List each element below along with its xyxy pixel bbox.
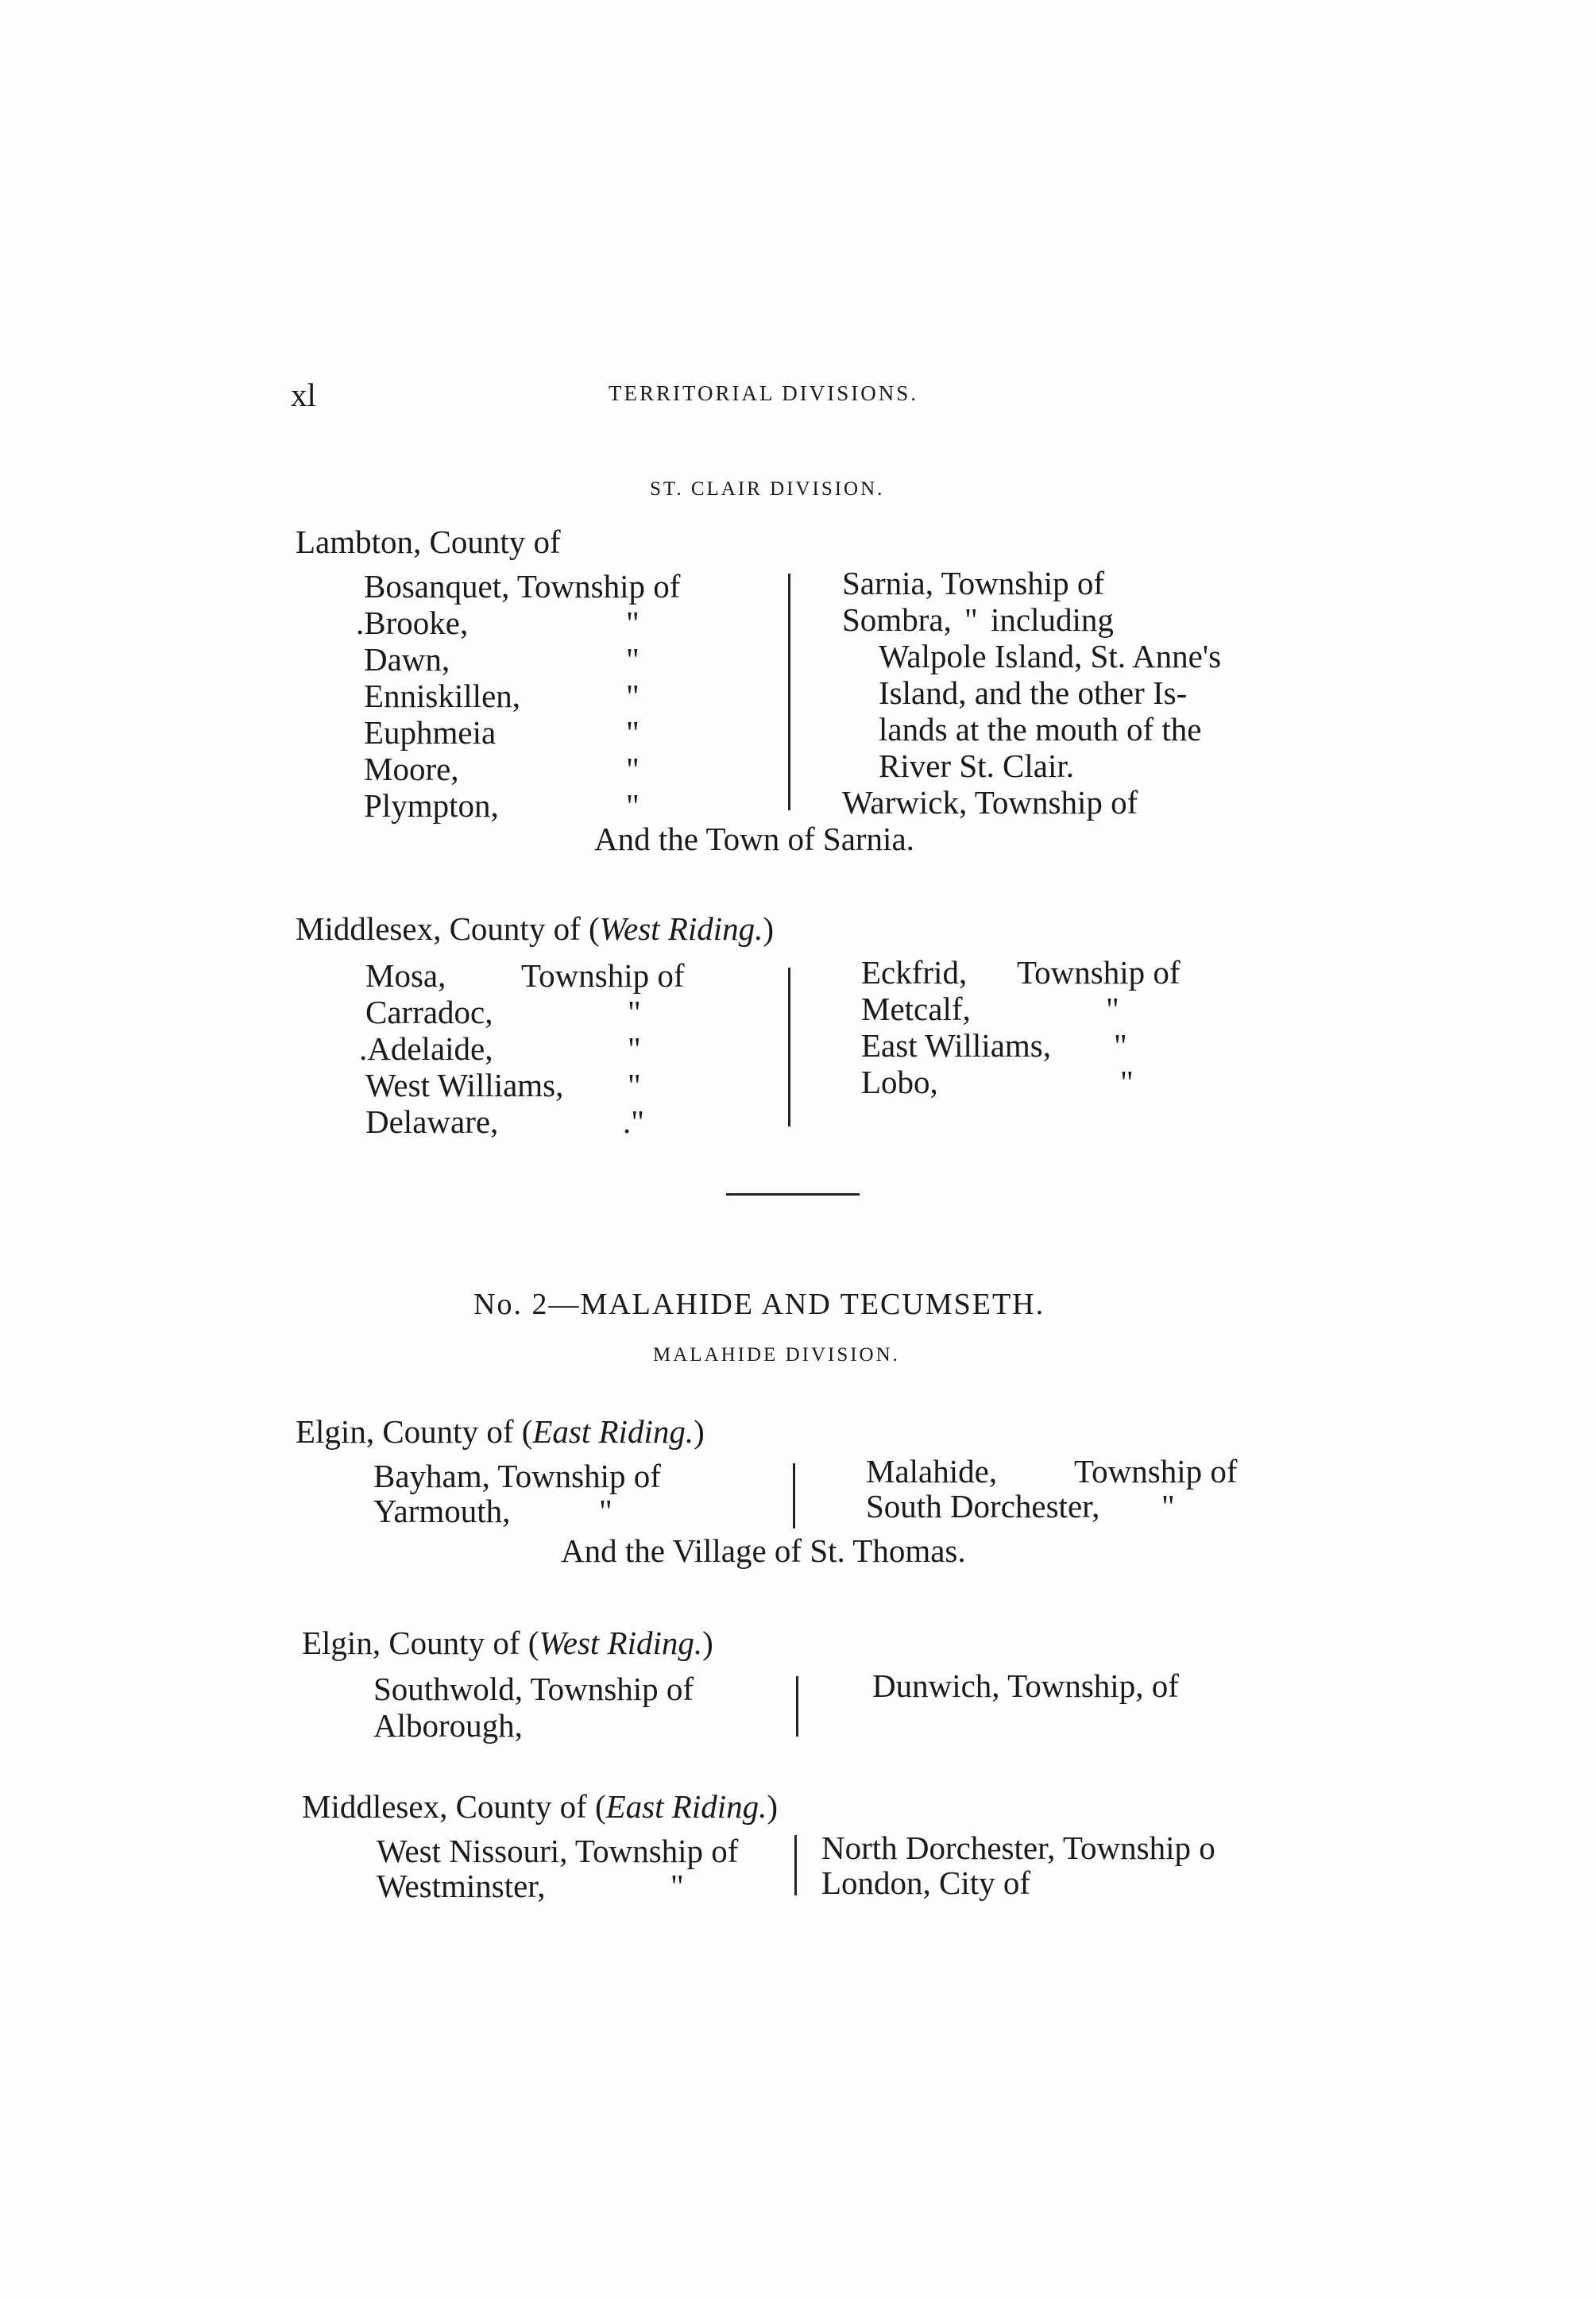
list-item	[861, 954, 1181, 991]
township-name: Delaware,	[365, 1103, 499, 1140]
township-name: Metcalf,	[861, 991, 971, 1027]
township-name: Moore,	[364, 751, 459, 787]
ditto-mark: "	[628, 994, 641, 1030]
list-item	[373, 1493, 613, 1529]
township-name: Plympton,	[364, 787, 499, 824]
township-name: Eckfrid,	[861, 954, 968, 991]
list-item: North Dorchester, Township o	[821, 1830, 1215, 1866]
township-name: .Brooke,	[356, 605, 469, 641]
list-item: London, City of	[821, 1864, 1031, 1901]
list-item	[364, 751, 640, 787]
running-title: TERRITORIAL DIVISIONS.	[609, 381, 918, 405]
st-clair-division-title: ST. CLAIR DIVISION.	[650, 478, 885, 500]
township-name: Yarmouth,	[373, 1493, 511, 1529]
township-label: Township of	[1017, 954, 1181, 991]
township-name: Mosa,	[365, 957, 446, 994]
ditto-mark: "	[599, 1493, 613, 1529]
township-name: Bayham, Township of	[373, 1458, 661, 1494]
ditto-mark: "	[626, 714, 640, 751]
ditto-mark: "	[626, 787, 640, 824]
township-name: Dawn,	[364, 641, 450, 678]
township-label: Township of	[521, 957, 685, 994]
column-divider	[796, 1676, 798, 1737]
township-label: Township of	[1074, 1453, 1238, 1490]
ditto-mark: ."	[623, 1103, 644, 1140]
elgin-east-heading: Elgin, County of (East Riding.)	[296, 1413, 705, 1450]
township-name: East Williams,	[861, 1027, 1052, 1064]
township-name: Lobo,	[861, 1064, 938, 1100]
township-name: .Adelaide,	[359, 1030, 493, 1067]
list-item: River St. Clair.	[879, 748, 1074, 784]
list-item	[364, 569, 680, 604]
township-name: Bosanquet, Township of	[364, 568, 681, 605]
list-item: Walpole Island, St. Anne's	[879, 638, 1222, 674]
ditto-mark: "	[1114, 1027, 1127, 1064]
column-divider	[794, 1835, 797, 1895]
list-item: Sarnia, Township of	[842, 565, 1105, 601]
elgin-east-footer: And the Village of St. Thomas.	[561, 1532, 966, 1569]
list-item	[365, 994, 641, 1030]
list-item: Warwick, Township of	[842, 784, 1138, 821]
list-item	[861, 1064, 1134, 1100]
ditto-mark: "	[1106, 991, 1119, 1027]
ditto-mark: "	[1120, 1064, 1134, 1100]
list-item	[365, 1103, 644, 1140]
list-item: lands at the mouth of the	[879, 711, 1202, 748]
ditto-mark: "	[626, 751, 640, 787]
list-item	[356, 605, 640, 641]
middlesex-east-heading: Middlesex, County of (East Riding.)	[302, 1788, 779, 1825]
township-name: Westminster,	[377, 1868, 546, 1904]
list-item	[364, 678, 640, 714]
ditto-mark: "	[1161, 1488, 1175, 1524]
list-item: Sombra, " including	[842, 601, 1114, 638]
list-item	[365, 957, 685, 994]
column-divider	[788, 574, 790, 810]
township-name: Enniskillen,	[364, 678, 521, 714]
township-name: South Dorchester,	[866, 1488, 1100, 1524]
lambton-footer: And the Town of Sarnia.	[594, 821, 914, 857]
list-item	[364, 714, 640, 751]
ditto-mark: "	[626, 605, 640, 641]
section-separator	[726, 1193, 860, 1196]
township-name: West Williams,	[365, 1067, 564, 1103]
township-name: Carradoc,	[365, 994, 493, 1030]
list-item	[377, 1868, 684, 1904]
list-item	[364, 787, 640, 824]
page-number: xl	[291, 377, 316, 413]
lambton-heading: Lambton, County of	[296, 524, 561, 560]
township-name: Malahide,	[866, 1453, 998, 1490]
middlesex-west-heading: Middlesex, County of (West Riding.)	[296, 910, 775, 947]
list-item	[365, 1067, 641, 1103]
list-item	[861, 1027, 1127, 1064]
ditto-mark: "	[628, 1067, 641, 1103]
ditto-mark: "	[626, 678, 640, 714]
list-item	[364, 641, 640, 678]
ditto-mark: "	[628, 1030, 641, 1067]
list-item: Alborough,	[373, 1707, 523, 1744]
list-item	[866, 1453, 1238, 1490]
township-name: Euphmeia	[364, 714, 497, 751]
list-item	[377, 1833, 738, 1868]
list-item	[861, 991, 1119, 1027]
ditto-mark: "	[626, 641, 640, 678]
column-divider	[793, 1463, 795, 1528]
malahide-division-title: MALAHIDE DIVISION.	[653, 1344, 900, 1366]
ditto-mark: "	[670, 1868, 684, 1904]
list-item	[359, 1030, 641, 1067]
list-item	[866, 1488, 1175, 1524]
list-item: Island, and the other Is-	[879, 674, 1188, 711]
list-item: Dunwich, Township, of	[872, 1667, 1179, 1704]
column-divider	[788, 968, 790, 1126]
list-item: Southwold, Township of	[373, 1671, 694, 1707]
section-title: No. 2—MALAHIDE AND TECUMSETH.	[473, 1288, 1045, 1321]
list-item	[373, 1459, 661, 1493]
township-name: West Nissouri, Township of	[377, 1833, 739, 1869]
elgin-west-heading: Elgin, County of (West Riding.)	[302, 1625, 713, 1661]
